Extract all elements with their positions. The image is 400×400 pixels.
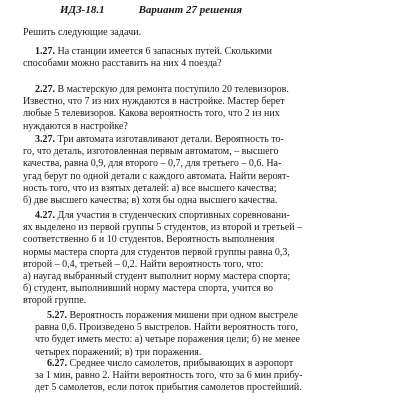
intro-text: Решить следующие задачи. bbox=[23, 27, 142, 38]
problem-line: нуждаются в настройке? bbox=[23, 120, 128, 132]
problem-line: В мастерскую для ремонта поступило 20 телевизоров. bbox=[57, 84, 289, 95]
problem-line: равна 0,6. Произведено 5 выстрелов. Найти вероятность того, bbox=[35, 322, 299, 334]
problem-line: б) студент, выполнивший норму мастера спорта, учится во bbox=[23, 283, 274, 295]
problem-number: 5.27. bbox=[47, 310, 67, 321]
problem-line: угад берут по одной детали с каждого автомата. Найти вероят- bbox=[23, 170, 290, 182]
problem-number: 3.27. bbox=[35, 134, 55, 145]
problem-6 bbox=[23, 358, 385, 395]
header-code: ИДЗ-18.1 bbox=[60, 4, 105, 16]
problem-line: а) наугад выбранный студент выполнит норму мастера спорта; bbox=[23, 270, 291, 282]
problem-line: го, что деталь, изготовленная первым автоматом, – высшего bbox=[23, 146, 279, 158]
problem-line: второй – 0,4, третьей – 0,2. Найти вероятность того, что: bbox=[23, 258, 264, 270]
problem-line: что будет иметь место: а) четыре поражения цели; б) не менее bbox=[35, 334, 300, 346]
problem-line: Среднее число самолетов, прибывающих в аэропорт bbox=[69, 358, 294, 369]
problem-line: за 1 мин, равно 2. Найти вероятность того, что за 6 мин прибу- bbox=[35, 370, 303, 382]
problem-number: 6.27. bbox=[47, 358, 67, 369]
problem-line: второй группе. bbox=[23, 295, 87, 307]
problem-line: ях выделено из первой группы 5 студентов, из второй и третьей – bbox=[23, 222, 303, 234]
problem-number: 4.27. bbox=[35, 210, 55, 221]
problem-line: ность того, что из взятых деталей: а) все высшего качества; bbox=[23, 182, 277, 194]
problem-line: Три автомата изготавливают детали. Вероятность то- bbox=[57, 134, 284, 145]
problem-line: соответственно 6 и 10 студентов. Вероятность выполнения bbox=[23, 234, 275, 246]
problem-number: 2.27. bbox=[35, 84, 55, 95]
problem-1 bbox=[23, 46, 385, 70]
problem-line: способами можно расставить на них 4 поезда? bbox=[23, 58, 222, 70]
header-title: Вариант 27 решения bbox=[138, 4, 243, 16]
problem-line: Для участия в студенческих спортивных соревновани- bbox=[57, 210, 290, 221]
problem-number: 1.27. bbox=[35, 46, 55, 57]
problem-line: качества, равна 0,9, для второго – 0,7, для третьего – 0,6. На- bbox=[23, 158, 282, 170]
problem-line: б) две высшего качества; в) хотя бы одна высшего качества. bbox=[23, 194, 278, 206]
problem-line: На станции имеется 6 запасных путей. Сколькими bbox=[57, 46, 272, 57]
problem-line: любые 5 телевизоров. Какова вероятность того, что 2 из них bbox=[23, 108, 280, 120]
problem-line: нормы мастера спорта для студентов первой группы равна 0,3, bbox=[23, 246, 290, 258]
problem-line: дет 5 самолетов, если поток прибытия самолетов простейший. bbox=[35, 382, 302, 394]
problem-line: Известно, что 7 из них нуждаются в настройке. Мастер берет bbox=[23, 96, 285, 108]
problem-3 bbox=[23, 134, 385, 207]
problem-4 bbox=[23, 210, 385, 308]
problem-2 bbox=[23, 84, 385, 133]
problem-5 bbox=[23, 310, 385, 359]
problem-line: четырех поражений; в) три поражения. bbox=[35, 346, 202, 358]
page-header bbox=[60, 4, 242, 16]
problem-line: Вероятность поражения мишени при одном выстреле bbox=[69, 310, 298, 321]
